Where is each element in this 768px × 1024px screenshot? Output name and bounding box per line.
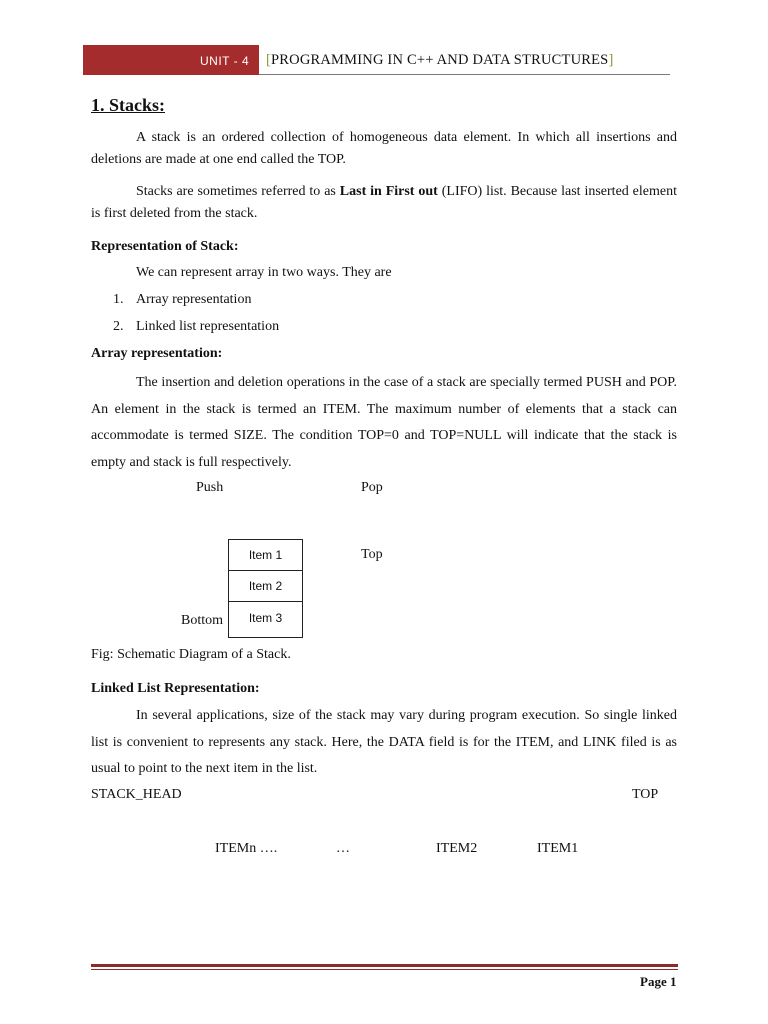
- header-close-bracket: ]: [608, 52, 614, 68]
- representation-lead: We can represent array in two ways. They are: [136, 265, 392, 280]
- intro-paragraph-1: [91, 127, 677, 171]
- linked-itemn-label: ITEMn ….: [215, 841, 278, 856]
- stack-head-label: STACK_HEAD: [91, 787, 182, 802]
- header-title: [266, 52, 613, 69]
- diagram-pop-label: Pop: [361, 480, 383, 495]
- list-item-number: 2.: [113, 319, 124, 334]
- linked-rep-paragraph: [91, 703, 677, 783]
- section-heading: 1. Stacks:: [91, 95, 166, 115]
- figure-caption: Fig: Schematic Diagram of a Stack.: [91, 647, 291, 662]
- linked-item1-label: ITEM1: [537, 841, 579, 856]
- list-item: Array representation: [136, 292, 252, 307]
- linked-dots-label: …: [336, 841, 350, 856]
- linked-top-label: TOP: [632, 787, 659, 802]
- linked-rep-heading: Linked List Representation:: [91, 681, 260, 696]
- diagram-push-label: Push: [196, 480, 224, 495]
- linked-item2-label: ITEM2: [436, 841, 478, 856]
- intro-paragraph-1-text: A stack is an ordered collection of homogeneous data element. In which all insertions and deletions are made at one end called the TOP.: [91, 130, 677, 167]
- array-rep-paragraph: [91, 370, 677, 476]
- representation-heading: Representation of Stack:: [91, 239, 239, 254]
- page-number: Page 1: [640, 974, 677, 989]
- intro-p2-post: (LIFO) list. Because last inserted element is first deleted from the stack.: [91, 184, 677, 221]
- header-rule: [259, 74, 670, 75]
- list-item-number: 1.: [113, 292, 124, 307]
- intro-p2-pre: Stacks are sometimes referred to as: [136, 184, 340, 199]
- array-rep-heading: Array representation:: [91, 346, 223, 361]
- footer-rule-thin: [91, 969, 678, 970]
- stack-item-box-1: Item 1: [228, 539, 303, 571]
- intro-paragraph-2: [91, 181, 677, 225]
- array-rep-paragraph-text: The insertion and deletion operations in the case of a stack are specially termed PUSH and POP. An element in the stack is termed an ITEM. The maximum number of elements that a stack can accommodate is termed SIZE. The condition TOP=0 and TOP=NULL will indicate that the stack is empty and stack is full respectively.: [91, 375, 677, 470]
- footer-rule-thick: [91, 964, 678, 967]
- diagram-bottom-label: Bottom: [181, 613, 224, 628]
- stack-item-box-3: Item 3: [228, 601, 303, 638]
- header-title-text: PROGRAMMING IN C++ AND DATA STRUCTURES: [271, 52, 609, 68]
- header-unit-label: UNIT - 4: [200, 54, 250, 68]
- header-open-bracket: [: [266, 52, 272, 68]
- intro-p2-bold: Last in First out: [339, 184, 438, 199]
- linked-rep-paragraph-text: In several applications, size of the stack may vary during program execution. So single linked list is convenient to represents any stack. Here, the DATA field is for the ITEM, and LINK filed is as usual to point to the next item in the list.: [91, 708, 677, 776]
- list-item: Linked list representation: [136, 319, 280, 334]
- diagram-top-label: Top: [361, 547, 383, 562]
- stack-item-box-2: Item 2: [228, 570, 303, 602]
